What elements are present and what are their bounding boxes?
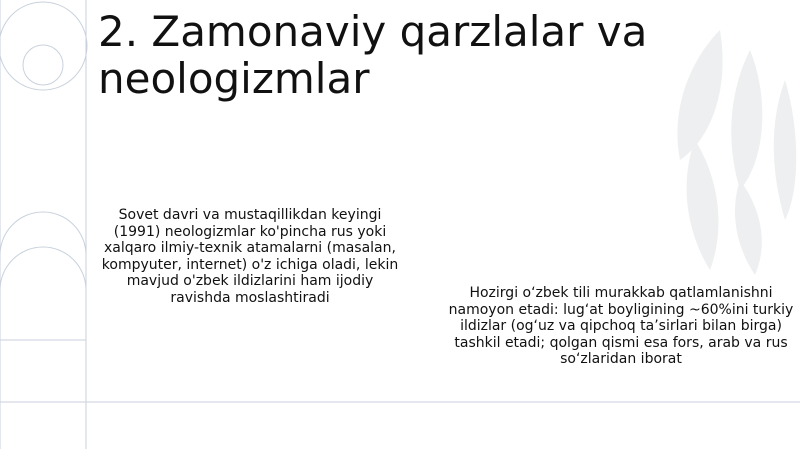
deco-arch-lower bbox=[0, 247, 86, 290]
deco-circle-large bbox=[0, 2, 87, 90]
deco-circle-small bbox=[23, 45, 63, 85]
body-text-left: Sovet davri va mustaqillikdan keyingi (1991) neologizmlar ko'pincha rus yoki xalqaro ilmiy-texnik atamalarni (masalan, kompyuter, internet) o'z ichiga oladi, lekin mavjud o'zbek ildizlarini ham ijodiy ravishda moslashtiradi bbox=[101, 207, 399, 306]
body-text-right: Hozirgi o‘zbek tili murakkab qatlamlanishni namoyon etadi: lug‘at boyligining ~60%ini turkiy ildizlar (og‘uz va qipchoq ta’sirlari bilan birga) tashkil etadi; qolgan qismi esa fors, arab va rus so‘zlaridan iborat bbox=[448, 285, 794, 367]
slide-title: 2. Zamonaviy qarzlalar va neologizmlar bbox=[98, 7, 648, 103]
deco-arch-upper bbox=[0, 212, 86, 255]
